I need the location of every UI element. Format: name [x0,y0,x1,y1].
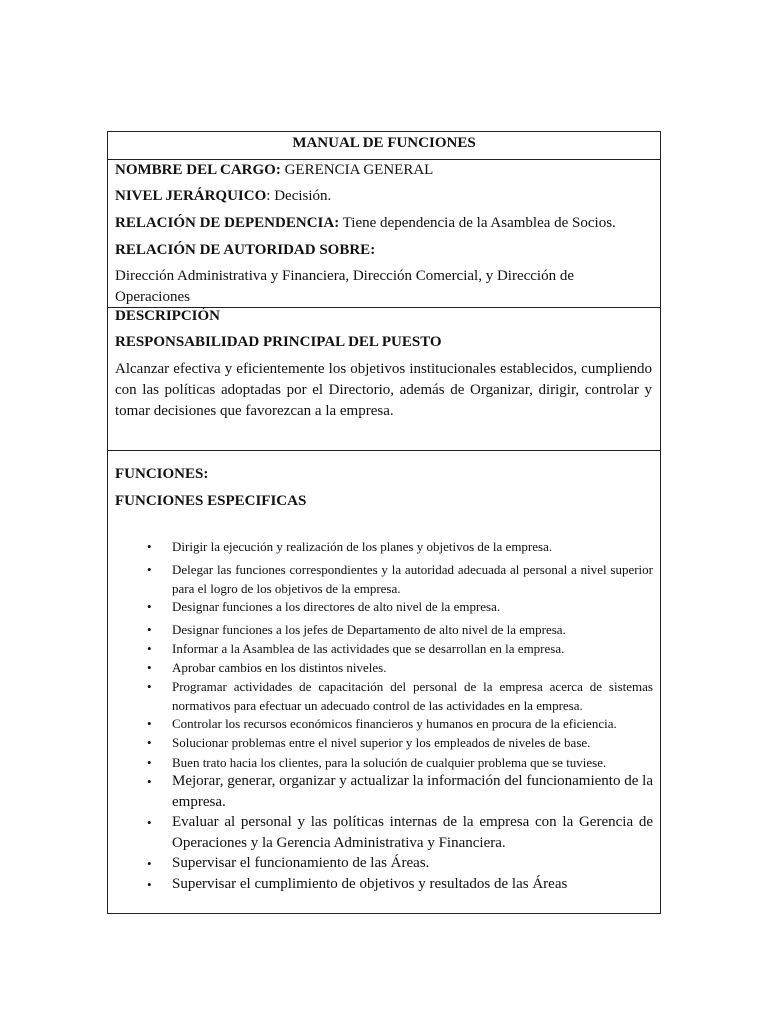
list-item [147,560,653,598]
bullet-icon: • [147,815,152,830]
bullet-icon: • [147,755,152,770]
bullet-icon: • [147,660,152,675]
bullet-icon: • [147,622,152,637]
list-item-text: Designar funciones a los directores de alto nivel de la empresa. [172,599,501,614]
job-info-section [108,159,660,307]
dependencia-label: RELACIÓN DE DEPENDENCIA: [115,215,340,231]
autoridad-text-line2: Operaciones [115,289,190,305]
descripcion-label: DESCRIPCIÓN [115,308,221,324]
list-item-text: Controlar los recursos económicos financieros y humanos en procura de la eficiencia. [172,716,617,731]
functions-section [108,450,660,914]
list-item-text: Solucionar problemas entre el nivel superior y los empleados de niveles de base. [172,735,591,750]
nivel-line [115,186,652,207]
dependencia-line [115,213,652,234]
bullet-icon: • [147,877,152,892]
list-item-text: Delegar las funciones correspondientes y la autoridad adecuada al personal a nivel superior para el logro de los objetivos de la empresa. [172,562,653,596]
list-item-text: Aprobar cambios en los distintos niveles. [172,660,387,675]
funciones-label: FUNCIONES: [115,466,209,482]
list-item [147,620,653,639]
list-item-text: Informar a la Asamblea de las actividades que se desarrollan en la empresa. [172,641,565,656]
responsabilidad-text: Alcanzar efectiva y eficientemente los objetivos institucionales establecidos, cumpliendo con las políticas adoptadas por el Directorio, además de Organizar, dirigir, controlar y tomar decisiones que favorezcan a la empresa. [115,361,652,419]
list-item [147,874,653,895]
bullet-icon: • [147,599,152,614]
list-item [147,812,653,854]
list-item [147,597,653,616]
descripcion-heading [115,306,652,327]
autoridad-line [115,240,652,261]
cargo-line [115,160,652,181]
list-item [147,771,653,813]
especificas-heading [115,491,652,512]
bullet-icon: • [147,735,152,750]
bullet-icon: • [147,774,152,789]
nivel-value: : Decisión. [266,188,332,204]
bullet-icon: • [147,562,152,577]
list-item-text: Designar funciones a los jefes de Departamento de alto nivel de la empresa. [172,622,566,637]
list-item-text: Programar actividades de capacitación del personal de la empresa acerca de sistemas normativos para efectuar un adecuado control de las actividades en la empresa. [172,679,653,713]
bullet-icon: • [147,679,152,694]
functions-manual-table [107,131,661,914]
cargo-label: NOMBRE DEL CARGO: [115,162,281,178]
bullet-icon: • [147,641,152,656]
list-item [147,853,653,874]
list-item [147,658,653,677]
dependencia-value: Tiene dependencia de la Asamblea de Socios. [342,215,616,231]
list-item-text: Mejorar, generar, organizar y actualizar la información del funcionamiento de la empresa. [172,773,653,810]
manual-title: MANUAL DE FUNCIONES [292,135,476,151]
list-item [147,677,653,715]
list-item-text: Supervisar el funcionamiento de las Áreas. [172,855,430,871]
cargo-value: GERENCIA GENERAL [284,162,434,178]
list-item-text: Evaluar al personal y las políticas internas de la empresa con la Gerencia de Operaciones y la Gerencia Administrativa y Financiera. [172,814,653,851]
description-section [108,307,660,450]
list-item [147,733,653,752]
list-item [147,714,653,733]
nivel-label: NIVEL JERÁRQUICO [115,188,267,204]
bullet-icon: • [147,539,152,554]
list-item-text: Dirigir la ejecución y realización de los planes y objetivos de la empresa. [172,539,553,554]
funciones-heading [115,464,652,485]
list-item-text: Buen trato hacia los clientes, para la solución de cualquier problema que se tuviese. [172,755,607,770]
bullet-icon: • [147,856,152,871]
list-item [147,639,653,658]
autoridad-label: RELACIÓN DE AUTORIDAD SOBRE: [115,242,376,258]
list-item [147,753,653,772]
list-item [147,537,653,556]
responsabilidad-label: RESPONSABILIDAD PRINCIPAL DEL PUESTO [115,334,442,350]
list-item-text: Supervisar el cumplimiento de objetivos y resultados de las Áreas [172,876,568,892]
autoridad-text-line1: Dirección Administrativa y Financiera, Dirección Comercial, y Dirección de [115,268,575,284]
responsabilidad-heading [115,332,652,353]
especificas-label: FUNCIONES ESPECIFICAS [115,493,307,509]
bullet-icon: • [147,716,152,731]
